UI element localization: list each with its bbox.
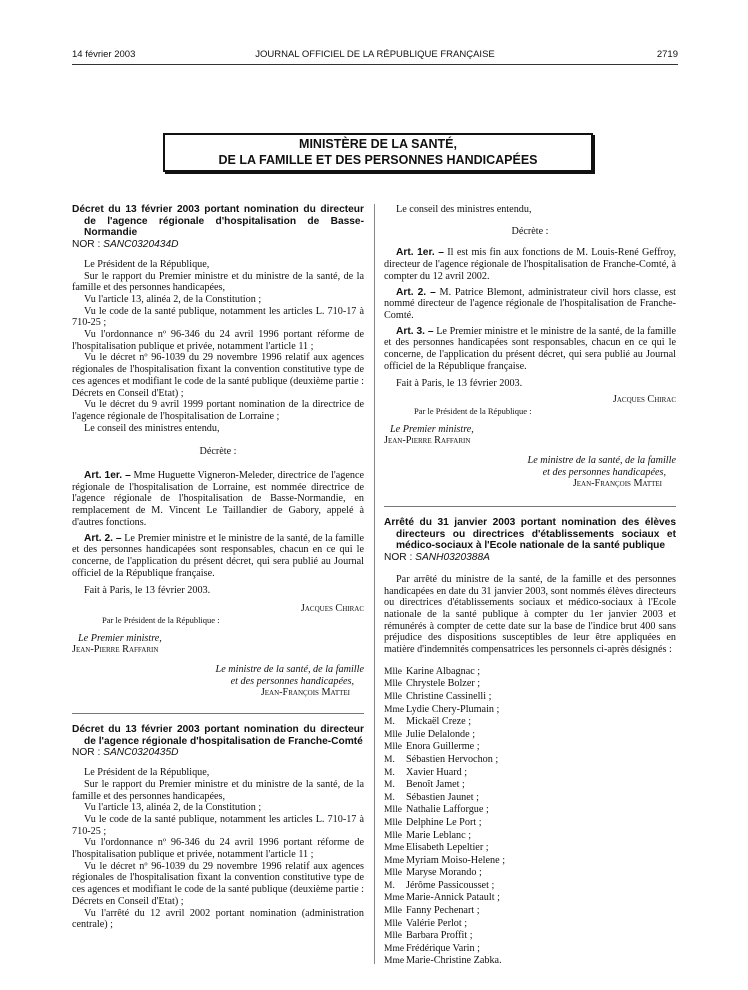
civility: Mlle: [384, 729, 402, 740]
article-2: Art. 2. – M. Patrice Blemont, administrateur civil hors classe, est nommé directeur de l'agence régionale de l'hospitalisation de Franche-Comté.: [384, 286, 676, 321]
decree-basse-normandie: [72, 204, 364, 699]
article-3: Art. 3. – Le Premier ministre et le ministre de la santé, de la famille et des personnes handicapées sont responsables, chacun en ce qui le concerne, de l'application du présent décret, qui sera publié au Journal officiel de la République française.: [384, 325, 676, 372]
civility: Mme: [384, 943, 405, 954]
civility: M.: [384, 767, 395, 778]
person-name: Fanny Pechenart ;: [406, 905, 480, 917]
ministre-name: Jean-François Mattei: [572, 478, 662, 490]
list-item: [384, 955, 676, 968]
paragraph: Vu le code de la santé publique, notamment les articles L. 710-17 à 710-25 ;: [72, 305, 364, 329]
list-item: [384, 817, 676, 830]
paragraph: Sur le rapport du Premier ministre et du ministre de la santé, de la famille et des personnes handicapées,: [72, 270, 364, 294]
section-separator: [384, 506, 676, 507]
paragraph: Vu l'ordonnance nº 96-346 du 24 avril 1996 portant réforme de l'hospitalisation publique et privée, notamment l'article 11 ;: [72, 837, 364, 861]
left-column: [72, 204, 364, 931]
person-name: Sébastien Jaunet ;: [406, 791, 479, 803]
fait-a-paris: Fait à Paris, le 13 février 2003.: [396, 378, 523, 390]
civility: Mlle: [384, 666, 402, 677]
article-1: Art. 1er. – Mme Huguette Vigneron-Meleder, directrice de l'agence régionale de l'hospitalisation de Lorraine, est nommée directrice de l'agence régionale de l'hospitalisation de Basse-Normandie, en remplacement de M. Vincent Le Taillandier de Gabory, appelé à d'autres fonctions.: [72, 470, 365, 528]
civility: Mlle: [384, 830, 402, 841]
person-name: Christine Cassinelli ;: [406, 690, 492, 702]
paragraph: Le Président de la République,: [84, 767, 210, 779]
list-item: [384, 892, 676, 905]
ministre-title-1: Le ministre de la santé, de la famille: [215, 663, 364, 675]
arrete-intro: Par arrêté du ministre de la santé, de la famille et des personnes handicapées en date du 31 janvier 2003, sont nommés élèves directeurs ou directrices d'établissements sociaux et médico-sociaux à l'Ecole nationale de la santé publique à compter du 1er janvier 2003 et rémunérés à compter de cette date sur la base de l'indice brut 400 sans préjudice des dispositions susceptibles de leur être appliquées en matière d'indemnités compensatrices les personnels ci-après désignés :: [384, 573, 676, 656]
list-item: [384, 804, 676, 817]
person-name: Elisabeth Lepeltier ;: [406, 842, 489, 854]
page-header: [72, 49, 678, 63]
decree-title: Décret du 13 février 2003 portant nomination du directeur de l'agence régionale d'hospitalisation de Basse-Normandie: [72, 204, 364, 239]
paragraph: Sur le rapport du Premier ministre et du ministre de la santé, de la famille et des personnes handicapées,: [72, 778, 364, 802]
civility: Mlle: [384, 679, 402, 690]
list-item: [384, 830, 676, 843]
list-item: [384, 691, 676, 704]
list-item: [384, 943, 676, 956]
civility: M.: [384, 754, 395, 765]
person-name: Marie-Annick Patault ;: [406, 892, 500, 904]
civility: Mlle: [384, 918, 402, 929]
civility: Mme: [384, 956, 405, 967]
ministre-title-1: Le ministre de la santé, de la famille: [527, 454, 676, 466]
article-1: Art. 1er. – Il est mis fin aux fonctions de M. Louis-René Geffroy, directeur de l'agence régionale de l'hospitalisation de Franche-Comté, à compter du 12 avril 2002.: [384, 247, 676, 282]
list-item: [384, 905, 676, 918]
person-name: Karine Albagnac ;: [406, 665, 481, 677]
person-name: Julie Delalonde ;: [406, 728, 476, 740]
list-item: [384, 666, 676, 679]
premier-ministre-name: Jean-Pierre Raffarin: [384, 435, 471, 447]
ministre-title-2: et des personnes handicapées,: [230, 675, 354, 687]
civility: Mme: [384, 843, 405, 854]
par-le-president: Par le Président de la République :: [102, 614, 220, 625]
person-name: Sébastien Hervochon ;: [406, 753, 499, 765]
premier-ministre-title: Le Premier ministre,: [78, 632, 162, 644]
paragraph: Vu l'ordonnance nº 96-346 du 24 avril 1996 portant réforme de l'hospitalisation publique et privée, notamment l'article 11 ;: [72, 329, 364, 352]
nor-reference: NOR : SANC0320435D: [72, 747, 179, 759]
names-list: [384, 666, 676, 968]
par-le-president: Par le Président de la République :: [414, 405, 532, 416]
civility: M.: [384, 780, 395, 791]
civility: Mlle: [384, 742, 402, 753]
signature-president: Jacques Chirac: [300, 603, 364, 615]
ministre-name: Jean-François Mattei: [260, 687, 350, 699]
nor-reference: NOR : SANH0320388A: [384, 552, 490, 564]
ministry-box: [163, 133, 593, 172]
decrete-heading: Décrète :: [511, 225, 549, 237]
list-item: [384, 704, 676, 717]
nor-reference: NOR : SANC0320434D: [72, 239, 179, 251]
signature-president: Jacques Chirac: [612, 394, 676, 406]
fait-a-paris: Fait à Paris, le 13 février 2003.: [84, 585, 211, 597]
civility: Mlle: [384, 906, 402, 917]
person-name: Xavier Huard ;: [406, 766, 468, 778]
list-item: [384, 855, 676, 868]
civility: Mlle: [384, 691, 402, 702]
civility: Mme: [384, 855, 405, 866]
paragraph: Vu l'article 13, alinéa 2, de la Constitution ;: [84, 293, 262, 305]
list-item: [384, 741, 676, 754]
column-divider: [374, 204, 375, 964]
decrete-heading: Décrète :: [199, 446, 237, 458]
person-name: Frédérique Varin ;: [406, 942, 480, 954]
person-name: Nathalie Lafforgue ;: [406, 804, 489, 816]
paragraph: Vu le code de la santé publique, notamment les articles L. 710-17 à 710-25 ;: [72, 813, 364, 837]
person-name: Jérôme Passicousset ;: [406, 879, 495, 891]
premier-ministre-title: Le Premier ministre,: [390, 423, 474, 435]
civility: Mlle: [384, 805, 402, 816]
arrete-enseignement: [384, 517, 676, 968]
list-item: [384, 779, 676, 792]
section-separator: [72, 713, 364, 714]
paragraph: Le Président de la République,: [84, 258, 210, 270]
person-name: Benoît Jamet ;: [406, 779, 465, 791]
list-item: [384, 867, 676, 880]
person-name: Enora Guillerme ;: [406, 741, 480, 753]
paragraph: Le conseil des ministres entendu,: [84, 422, 220, 434]
paragraph: Vu l'article 13, alinéa 2, de la Constitution ;: [84, 802, 262, 814]
list-item: [384, 842, 676, 855]
list-item: [384, 930, 676, 943]
header-journal-title: JOURNAL OFFICIEL DE LA RÉPUBLIQUE FRANÇAISE: [255, 49, 495, 60]
list-item: [384, 754, 676, 767]
header-rule: [72, 64, 678, 65]
list-item: [384, 880, 676, 893]
person-name: Valérie Perlot ;: [406, 917, 468, 929]
article-2: Art. 2. – Le Premier ministre et le ministre de la santé, de la famille et des personnes handicapées sont responsables, chacun en ce qui le concerne, de l'application du présent décret, qui sera publié au Journal officiel de la République française.: [72, 532, 364, 579]
paragraph: Vu le décret du 9 avril 1999 portant nomination de la directrice de l'agence régionale de l'hospitalisation de Lorraine ;: [72, 399, 364, 422]
civility: Mlle: [384, 817, 402, 828]
right-column: [384, 204, 676, 968]
person-name: Barbara Proffit ;: [406, 930, 473, 942]
civility: Mlle: [384, 868, 402, 879]
civility: Mme: [384, 704, 405, 715]
person-name: Mickaël Creze ;: [406, 716, 472, 728]
premier-ministre-name: Jean-Pierre Raffarin: [72, 644, 159, 656]
civility: M.: [384, 717, 395, 728]
civility: Mme: [384, 893, 405, 904]
paragraph: Vu l'arrêté du 12 avril 2002 portant nomination (administration centrale) ;: [72, 907, 364, 931]
arrete-title: Arrêté du 31 janvier 2003 portant nomination des élèves directeurs ou directrices d'établissements sociaux et médico-sociaux à l'Ecole nationale de la santé publique: [384, 517, 676, 552]
paragraph: Le conseil des ministres entendu,: [396, 204, 532, 215]
civility: Mlle: [384, 931, 402, 942]
decree-franche-comte: [72, 724, 364, 931]
paragraph: Vu le décret nº 96-1039 du 29 novembre 1996 relatif aux agences régionales de l'hospitalisation fixant la convention constitutive type de ces agences et modifiant le code de la santé publique (deuxième partie : Décrets en Conseil d'Etat) ;: [72, 352, 364, 399]
person-name: Lydie Chery-Plumain ;: [406, 703, 500, 715]
list-item: [384, 918, 676, 931]
decree-title: Décret du 13 février 2003 portant nomination du directeur de l'agence régionale d'hospitalisation de Franche-Comté: [72, 724, 364, 747]
list-item: [384, 767, 676, 780]
decree-franche-comte-continued: [384, 204, 676, 490]
ministry-line-1: MINISTÈRE DE LA SANTÉ,: [299, 137, 457, 151]
person-name: Marie-Christine Zabka.: [406, 955, 502, 967]
paragraph: Vu le décret nº 96-1039 du 29 novembre 1996 relatif aux agences régionales de l'hospitalisation fixant la convention constitutive type de ces agences et modifiant le code de la santé publique (deuxième partie : Décrets en Conseil d'Etat) ;: [72, 860, 364, 907]
list-item: [384, 792, 676, 805]
header-date: 14 février 2003: [72, 49, 136, 60]
person-name: Marie Leblanc ;: [406, 829, 472, 841]
person-name: Delphine Le Port ;: [406, 816, 482, 828]
person-name: Chrystele Bolzer ;: [406, 678, 481, 690]
list-item: [384, 729, 676, 742]
list-item: [384, 716, 676, 729]
ministry-line-2: DE LA FAMILLE ET DES PERSONNES HANDICAPÉES: [218, 153, 538, 167]
person-name: Maryse Morando ;: [406, 867, 482, 879]
ministre-title-2: et des personnes handicapées,: [542, 466, 666, 478]
list-item: [384, 678, 676, 691]
civility: M.: [384, 880, 395, 891]
header-page-number: 2719: [656, 49, 678, 60]
person-name: Myriam Moiso-Helene ;: [406, 854, 506, 866]
civility: M.: [384, 792, 395, 803]
